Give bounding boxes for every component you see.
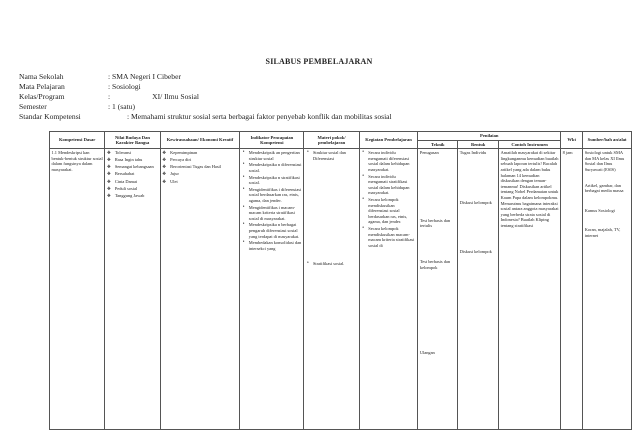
cell-kewirausahaan bbox=[160, 149, 240, 430]
header-bentuk: Bentuk bbox=[458, 140, 499, 149]
bentuk-item: Diskusi kelompok bbox=[459, 249, 492, 255]
list-item: ❖ Percaya diri bbox=[162, 157, 238, 163]
list-item: ❖ Kepemimpinan bbox=[162, 150, 238, 156]
syllabus-table bbox=[49, 131, 632, 430]
header-sumber: Sumber/bah an/alat bbox=[583, 132, 632, 149]
header-kewirausahaan: Kewirausahaan/ Ekonomi Kreatif bbox=[160, 132, 240, 149]
sumber-item: Kamus Sosiologi bbox=[584, 207, 615, 213]
header-teknik: Teknik bbox=[418, 140, 458, 149]
list-item: ❖ Semangat kebangsaan bbox=[107, 164, 158, 170]
list-item: • Secara kelompok mendiskusikan diferensiasi sosial berdasarkan ras, etnis, agama, dan jender. bbox=[361, 197, 416, 225]
list-item: • Membedakan konsolidasi dan intersekci yang bbox=[242, 240, 302, 251]
list-item: • Mengidentifikas i diferensiasi sosial berdasarkan ras, etnis, agama, dan jender. bbox=[242, 187, 302, 204]
cell-sumber bbox=[583, 149, 632, 430]
cell-indikator bbox=[240, 149, 304, 430]
bentuk-item: Diskusi kelompok bbox=[459, 199, 492, 205]
bentuk-item: Tugas Individu bbox=[459, 150, 487, 156]
sumber-item: Sosiologi untuk SMA dan MA kelas XI Ilmu Sosial dan Ilmu Suryawati (ESIS) bbox=[584, 150, 625, 172]
meta-value: : Memahami struktur sosial serta berbagai faktor penyebab konflik dan mobilitas sosial bbox=[127, 112, 392, 121]
list-item: ❖ Berorientasi Tugas dan Hasil bbox=[162, 164, 238, 170]
cell-teknik bbox=[418, 149, 458, 430]
list-item: • Mendeskripsika n stratifikasi sosial. bbox=[242, 175, 302, 186]
cell-kegiatan bbox=[359, 149, 418, 430]
table-header-row bbox=[50, 132, 632, 141]
meta-colon: : bbox=[108, 92, 111, 101]
meta-label: Semester bbox=[19, 102, 47, 111]
page-title: SILABUS PEMBELAJARAN bbox=[265, 57, 373, 66]
list-item: ❖ Toleransi bbox=[107, 150, 158, 156]
meta-value: : Sosiologi bbox=[108, 82, 141, 91]
header-materi-pokok: Materi pokok/ pembelajaran bbox=[304, 132, 359, 149]
header-penilaian: Penilaian bbox=[418, 132, 561, 141]
teknik-item: Test berbasis dan kelompok bbox=[419, 258, 451, 270]
list-item: • Mendeskripsik an pengertian struktur sosial bbox=[242, 150, 302, 161]
cell-waktu: 8 jam bbox=[561, 149, 583, 430]
table-row bbox=[50, 149, 632, 430]
list-item: • Mengidentifikas i macam-macam kriteria stratifikasi sosial di masyarakat. bbox=[242, 205, 302, 222]
list-item: ❖ Tanggung Jawab bbox=[107, 193, 158, 199]
meta-label: Nama Sekolah bbox=[19, 72, 64, 81]
teknik-item: Penugasan bbox=[419, 150, 439, 156]
header-nilai-budaya: Nilai Budaya Dan Karakter Bangsa bbox=[105, 132, 160, 149]
meta-label: Mata Pelajaran bbox=[19, 82, 65, 91]
header-indikator: Indikator Pencapaian Kompetensi bbox=[240, 132, 304, 149]
sumber-item: Artikel, gambar, dan berbagai media massa bbox=[584, 182, 624, 194]
teknik-item: Ulangan bbox=[419, 350, 435, 356]
meta-label: Standar Kompetensi bbox=[19, 112, 81, 121]
list-item: • Mendeskripsika n diferensiasi sosial. bbox=[242, 162, 302, 173]
meta-value-2: XI/ Ilmu Sosial bbox=[152, 92, 199, 101]
list-item: ❖ Peduli sosial bbox=[107, 186, 158, 192]
list-item: • Secara individu mengamati stratifikasi sosial dalam kehidupan masyarakat. bbox=[361, 174, 416, 196]
list-item: • Secara kelompok mendiskusikan macam-macam kriteria stratifikasi sosial di bbox=[361, 226, 416, 248]
header-kompetensi-dasar: Kompetensi Dasar bbox=[50, 132, 105, 149]
cell-nilai-budaya bbox=[105, 149, 160, 430]
list-item: • Secara individu mengamati diferensiasi sosial dalam kehidupan masyarakat. bbox=[361, 150, 416, 172]
meta-value: : SMA Negeri I Cibeber bbox=[108, 72, 181, 81]
cell-contoh-instrumen: Amatilah masyarakat di sekitar lingkunganmu kemudian buatlah sebuah laporan tertulis! Bacalah artikel yang ada dalam buku halaman 14 kemudian diskusikan dengan teman-temanmu! Diskusikan artikel tentang Nobel Perdamaian untuk Kaum Papa dalam kelompokmu. Menurutmu bagaimana interaksi sosial antara anggota masyarakat yang berbeda strata sosial di Indonesia? Buatlah Kliping tentang stratifikasi bbox=[499, 149, 561, 430]
sumber-item: Koran, majalah, TV, internet bbox=[584, 227, 621, 238]
meta-value: : 1 (satu) bbox=[108, 102, 135, 111]
header-contoh-instrumen: Contoh Instrumen bbox=[499, 140, 561, 149]
list-item: ❖ Jujur bbox=[162, 171, 238, 177]
header-waktu: Wkt bbox=[561, 132, 583, 149]
list-item: • Mendeskripsika n berbagai pengaruh diferensiasi sosial yang terdapat di masyarakat. bbox=[242, 222, 302, 239]
cell-kompetensi-dasar: 1.1 Mendeskripsi kan bentuk-bentuk struktur sosial dalam fungsinya dalam masyarakat. bbox=[50, 149, 105, 430]
list-item: • Stratifikasi sosial. bbox=[306, 261, 357, 267]
list-item: ❖ Cinta Damai bbox=[107, 179, 158, 185]
list-item: ❖ Bersahabat bbox=[107, 171, 158, 177]
teknik-item: Test berbasis dan tertulis bbox=[419, 217, 451, 229]
list-item: • Struktur sosial dan Diferensiasi bbox=[306, 150, 357, 161]
meta-label: Kelas/Program bbox=[19, 92, 65, 101]
list-item: ❖ Rasa Ingin tahu bbox=[107, 157, 158, 163]
list-item: ❖ Ulet bbox=[162, 179, 238, 185]
cell-materi-pokok bbox=[304, 149, 359, 430]
meta-value bbox=[108, 92, 199, 102]
cell-bentuk bbox=[458, 149, 499, 430]
header-kegiatan: Kegiatan Pembelajaran bbox=[359, 132, 418, 149]
